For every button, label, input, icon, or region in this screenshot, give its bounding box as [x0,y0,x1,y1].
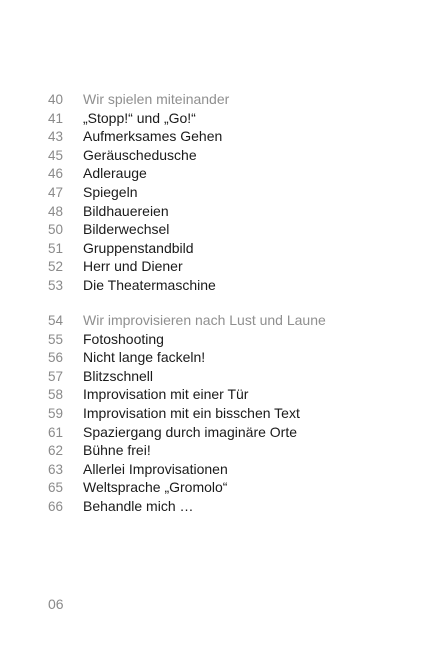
toc-page-number: 61 [48,424,64,440]
toc-entry[interactable] [48,348,388,367]
toc-entry[interactable] [48,478,388,497]
toc-section-title: Wir spielen miteinander [83,91,230,107]
toc-entry-title: Blitzschnell [83,367,154,384]
toc-page-number: 57 [48,368,64,384]
toc-page-number: 40 [48,92,64,107]
toc-entry[interactable] [48,257,388,276]
toc-entry[interactable] [48,404,388,423]
toc-page-number: 45 [48,147,64,163]
toc-entry-title: Herr und Diener [83,258,183,275]
toc-page-number: 56 [48,350,64,366]
toc-section-2 [48,311,388,516]
toc-page-number: 59 [48,405,64,421]
toc-entry-title: Allerlei Improvisationen [83,460,228,477]
toc-entry[interactable] [48,202,388,221]
toc-entry-title: Weltsprache „Gromolo“ [83,479,228,496]
toc-section-title: Wir improvisieren nach Lust und Laune [83,312,326,328]
toc-page-number: 47 [48,184,64,200]
toc-page-number: 62 [48,443,64,459]
toc-entry[interactable] [48,276,388,295]
toc-entry-title: Bühne frei! [83,442,151,459]
toc-entry[interactable] [48,330,388,349]
toc-entry-title: Spiegeln [83,183,138,200]
toc-entry[interactable] [48,423,388,442]
toc-entry[interactable] [48,497,388,516]
toc-page-number: 51 [48,240,64,256]
toc-section-1 [48,90,388,295]
toc-page-number: 41 [48,110,64,126]
toc-entry[interactable] [48,441,388,460]
toc-entry-title: Aufmerksames Gehen [83,128,223,145]
toc-page-number: 66 [48,498,64,514]
toc-page-number: 46 [48,166,64,182]
toc-entry[interactable] [48,164,388,183]
toc-entry-title: „Stopp!“ und „Go!“ [83,109,196,126]
toc-page-number: 52 [48,259,64,275]
toc-entry-title: Gruppenstandbild [83,239,194,256]
toc-entry-title: Bilderwechsel [83,221,170,238]
toc-entry-title: Spaziergang durch imaginäre Orte [83,423,298,440]
toc-page-number: 43 [48,129,64,145]
toc-entry-title: Nicht lange fackeln! [83,349,206,366]
toc-entry[interactable] [48,146,388,165]
toc-entry-title: Bildhauereien [83,202,169,219]
toc-entry[interactable] [48,220,388,239]
toc-page-number: 53 [48,277,64,293]
toc-entry[interactable] [48,127,388,146]
toc-entry-title: Die Theatermaschine [83,276,216,293]
toc-section-heading[interactable] [48,90,388,109]
toc-entry-title: Improvisation mit einer Tür [83,386,249,403]
toc-entry-title: Improvisation mit ein bisschen Text [83,404,300,421]
toc-page-number: 58 [48,387,64,403]
toc-page-number: 48 [48,203,64,219]
toc-page-number: 54 [48,313,64,328]
toc-page-number: 55 [48,331,64,347]
toc-entry-title: Fotoshooting [83,330,164,347]
toc-entry-title: Behandle mich … [83,497,194,514]
toc-entry[interactable] [48,183,388,202]
toc-entry[interactable] [48,367,388,386]
toc-page-number: 63 [48,461,64,477]
toc-section-heading[interactable] [48,311,388,330]
toc-entry-title: Adlerauge [83,165,147,182]
page-number: 06 [48,596,64,612]
toc-page-number: 65 [48,480,64,496]
toc-entry[interactable] [48,239,388,258]
toc-entry[interactable] [48,385,388,404]
toc-entry[interactable] [48,460,388,479]
toc-page-number: 50 [48,222,64,238]
toc-entry[interactable] [48,109,388,128]
toc-entry-title: Geräuschedusche [83,146,197,163]
